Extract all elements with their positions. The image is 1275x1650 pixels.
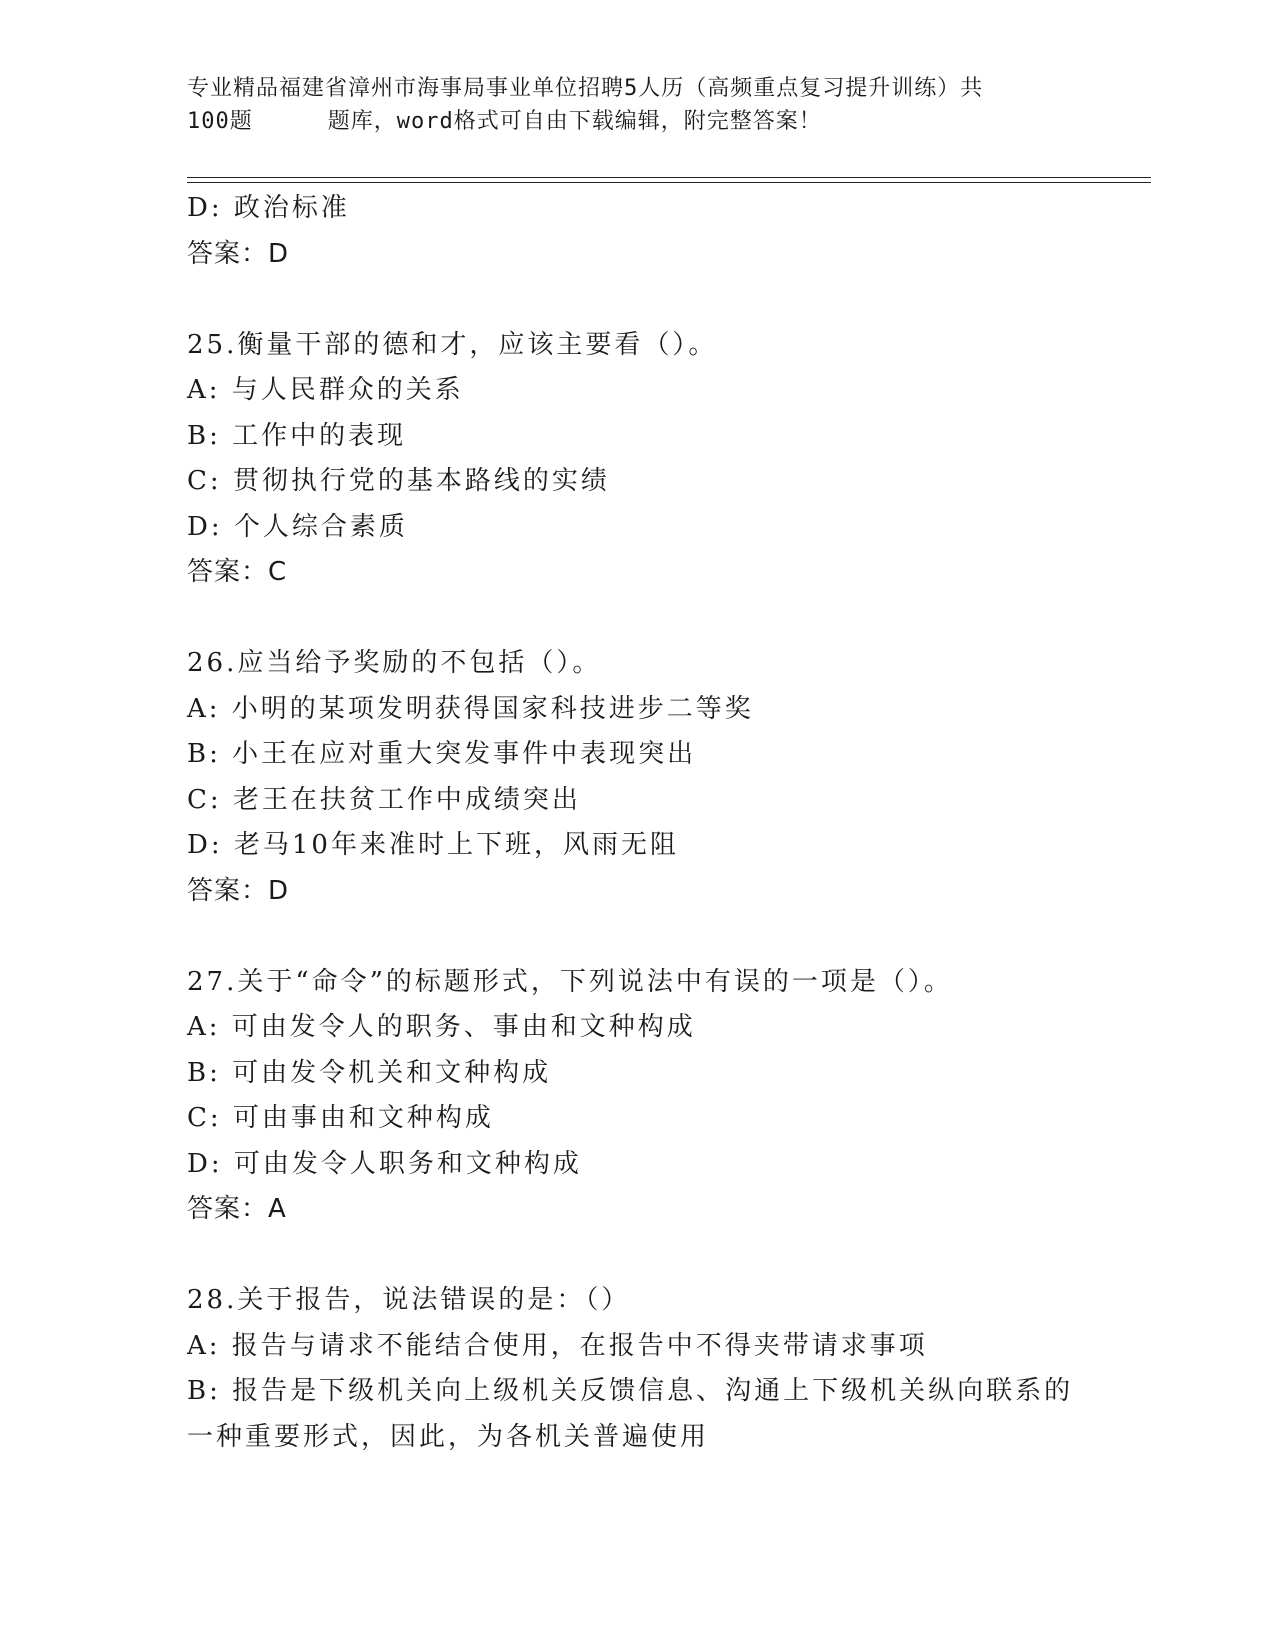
question-26 bbox=[187, 641, 1087, 914]
option-d: D: 个人综合素质 bbox=[187, 511, 408, 542]
option-c: C: 可由事由和文种构成 bbox=[187, 1103, 494, 1133]
header-count: 100题 bbox=[187, 109, 253, 134]
option-d: D: 可由发令人职务和文种构成 bbox=[187, 1148, 582, 1179]
question-24-tail bbox=[187, 186, 1087, 277]
option-b: B: 报告是下级机关向上级机关反馈信息、沟通上下级机关纵向联系的一种重要形式，因此，为各机关普遍使用 bbox=[187, 1376, 1074, 1452]
answer: 答案：C bbox=[187, 557, 288, 587]
option-b: B: 可由发令机关和文种构成 bbox=[187, 1057, 552, 1088]
question-text: 27.关于“命令”的标题形式，下列说法中有误的一项是（）。 bbox=[187, 966, 953, 997]
option-a: A: 可由发令人的职务、事由和文种构成 bbox=[187, 1012, 696, 1042]
option-d: D: 老马10年来准时上下班，风雨无阻 bbox=[187, 830, 679, 860]
header-title-line2 bbox=[187, 105, 1087, 138]
answer: 答案：D bbox=[187, 875, 290, 906]
option-c: C: 老王在扶贫工作中成绩突出 bbox=[187, 784, 581, 815]
question-28 bbox=[187, 1278, 1087, 1460]
question-text: 26.应当给予奖励的不包括（）。 bbox=[187, 648, 602, 678]
option-b: B: 小王在应对重大突发事件中表现突出 bbox=[187, 739, 697, 769]
question-text: 28.关于报告，说法错误的是：（） bbox=[187, 1285, 631, 1315]
option-d: D: 政治标准 bbox=[187, 193, 350, 223]
option-c: C: 贯彻执行党的基本路线的实绩 bbox=[187, 466, 610, 496]
header-divider-bottom bbox=[187, 182, 1151, 183]
question-25 bbox=[187, 323, 1087, 596]
page-header bbox=[187, 72, 1087, 138]
header-subtitle: 题库，word格式可自由下载编辑，附完整答案！ bbox=[327, 109, 822, 134]
header-title-line1: 专业精品福建省漳州市海事局事业单位招聘5人历（高频重点复习提升训练）共 bbox=[187, 76, 984, 101]
option-b: B: 工作中的表现 bbox=[187, 420, 407, 451]
question-list bbox=[187, 186, 1087, 1460]
answer: 答案：A bbox=[187, 1194, 287, 1224]
header-divider-top bbox=[187, 177, 1151, 178]
option-a: A: 小明的某项发明获得国家科技进步二等奖 bbox=[187, 693, 754, 724]
option-a: A: 报告与请求不能结合使用，在报告中不得夹带请求事项 bbox=[187, 1330, 928, 1361]
question-text: 25.衡量干部的德和才，应该主要看（）。 bbox=[187, 329, 718, 360]
option-a: A: 与人民群众的关系 bbox=[187, 375, 464, 405]
answer: 答案：D bbox=[187, 238, 290, 269]
question-27 bbox=[187, 960, 1087, 1233]
